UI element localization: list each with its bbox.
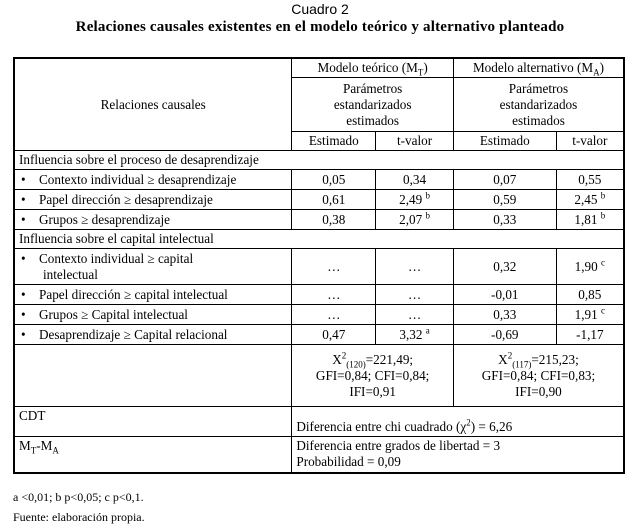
mt-ma-value: Diferencia entre grados de libertad = 3 Probabilidad = 0,09	[292, 437, 624, 473]
subheader-tvalor-a: t-valor	[556, 132, 624, 151]
cell-tvalor-t: 2,07 $^b$	[376, 210, 454, 230]
table-row	[14, 325, 624, 345]
cell-estimado-t: 0,47	[292, 325, 376, 345]
row-label: • Desaprendizaje ≥ Capital relacional	[14, 325, 292, 345]
cell-tvalor-t: …	[376, 305, 454, 325]
row-label: • Contexto individual ≥ capital intelectual	[14, 249, 292, 285]
cell-tvalor-a: -1,17	[556, 325, 624, 345]
subheader-tvalor-t: t-valor	[376, 132, 454, 151]
cell-estimado-t: …	[292, 249, 376, 285]
cell-tvalor-t: 0,34	[376, 170, 454, 190]
cell-estimado-a: -0,69	[453, 325, 556, 345]
cell-tvalor-a: 1,90 $^c$	[556, 249, 624, 285]
column-header-relaciones: Relaciones causales	[14, 58, 292, 151]
cell-tvalor-a: 0,85	[556, 285, 624, 305]
section-heading: Influencia sobre el capital intelectual	[14, 230, 624, 249]
cell-tvalor-t: …	[376, 285, 454, 305]
cell-estimado-t: …	[292, 285, 376, 305]
cell-estimado-t: …	[292, 305, 376, 325]
cell-tvalor-a: 1,91 $^c$	[556, 305, 624, 325]
cell-estimado-a: 0,33	[453, 305, 556, 325]
section-heading: Influencia sobre el proceso de desaprendizaje	[14, 151, 624, 170]
cell-estimado-a: 0,07	[453, 170, 556, 190]
mt-ma-label: $M_T-M_A$	[14, 437, 292, 473]
params-header-teorico: Parámetros estandarizados estimados	[292, 78, 454, 132]
table-title: Relaciones causales existentes en el modelo teórico y alternativo planteado	[75, 19, 565, 35]
cell-estimado-t: 0,05	[292, 170, 376, 190]
cell-estimado-a: -0,01	[453, 285, 556, 305]
fit-indices-alternativo: $X^2_{(117)}=215,23$; GFI=0,84; CFI=0,83; IFI=0,90	[453, 345, 624, 407]
row-label: • Grupos ≥ Capital intelectual	[14, 305, 292, 325]
subheader-estimado-a: Estimado	[453, 132, 556, 151]
causal-relations-table	[13, 57, 625, 474]
table-row	[14, 170, 624, 190]
cell-estimado-t: 0,38	[292, 210, 376, 230]
cell-tvalor-a: 2,45 $^b$	[556, 190, 624, 210]
cell-tvalor-t: …	[376, 249, 454, 285]
column-header-modelo-teorico: Modelo teórico $(M_T)$	[292, 58, 454, 78]
table-row	[14, 285, 624, 305]
cell-tvalor-t: 2,49 $^b$	[376, 190, 454, 210]
cell-tvalor-a: 1,81 $^b$	[556, 210, 624, 230]
source-footnote: Fuente: elaboración propia.	[13, 510, 145, 524]
cell-estimado-a: 0,33	[453, 210, 556, 230]
significance-footnote: a <0,01; b p<0,05; c p<0,1.	[13, 490, 144, 504]
row-label: • Papel dirección ≥ desaprendizaje	[14, 190, 292, 210]
table-row	[14, 249, 624, 285]
row-label: • Contexto individual ≥ desaprendizaje	[14, 170, 292, 190]
cell-tvalor-t: 3,32 $^a$	[376, 325, 454, 345]
row-label: • Grupos ≥ desaprendizaje	[14, 210, 292, 230]
cell-tvalor-a: 0,55	[556, 170, 624, 190]
table-caption-number: Cuadro 2	[291, 1, 349, 17]
subheader-estimado-t: Estimado	[292, 132, 376, 151]
table-row	[14, 190, 624, 210]
table-row	[14, 210, 624, 230]
params-header-alternativo: Parámetros estandarizados estimados	[453, 78, 624, 132]
table-row	[14, 305, 624, 325]
cdt-label: CDT	[14, 407, 292, 437]
row-label: • Papel dirección ≥ capital intelectual	[14, 285, 292, 305]
cell-estimado-t: 0,61	[292, 190, 376, 210]
fit-indices-teorico: $X^2_{(120)}=221,49$; GFI=0,84; CFI=0,84; IFI=0,91	[292, 345, 454, 407]
cdt-value: Diferencia entre chi cuadrado $(\chi^2) = 6,26$	[292, 407, 624, 437]
fit-label-empty	[14, 345, 292, 407]
cell-estimado-a: 0,32	[453, 249, 556, 285]
cell-estimado-a: 0,59	[453, 190, 556, 210]
column-header-modelo-alternativo: Modelo alternativo $(M_A)$	[453, 58, 624, 78]
